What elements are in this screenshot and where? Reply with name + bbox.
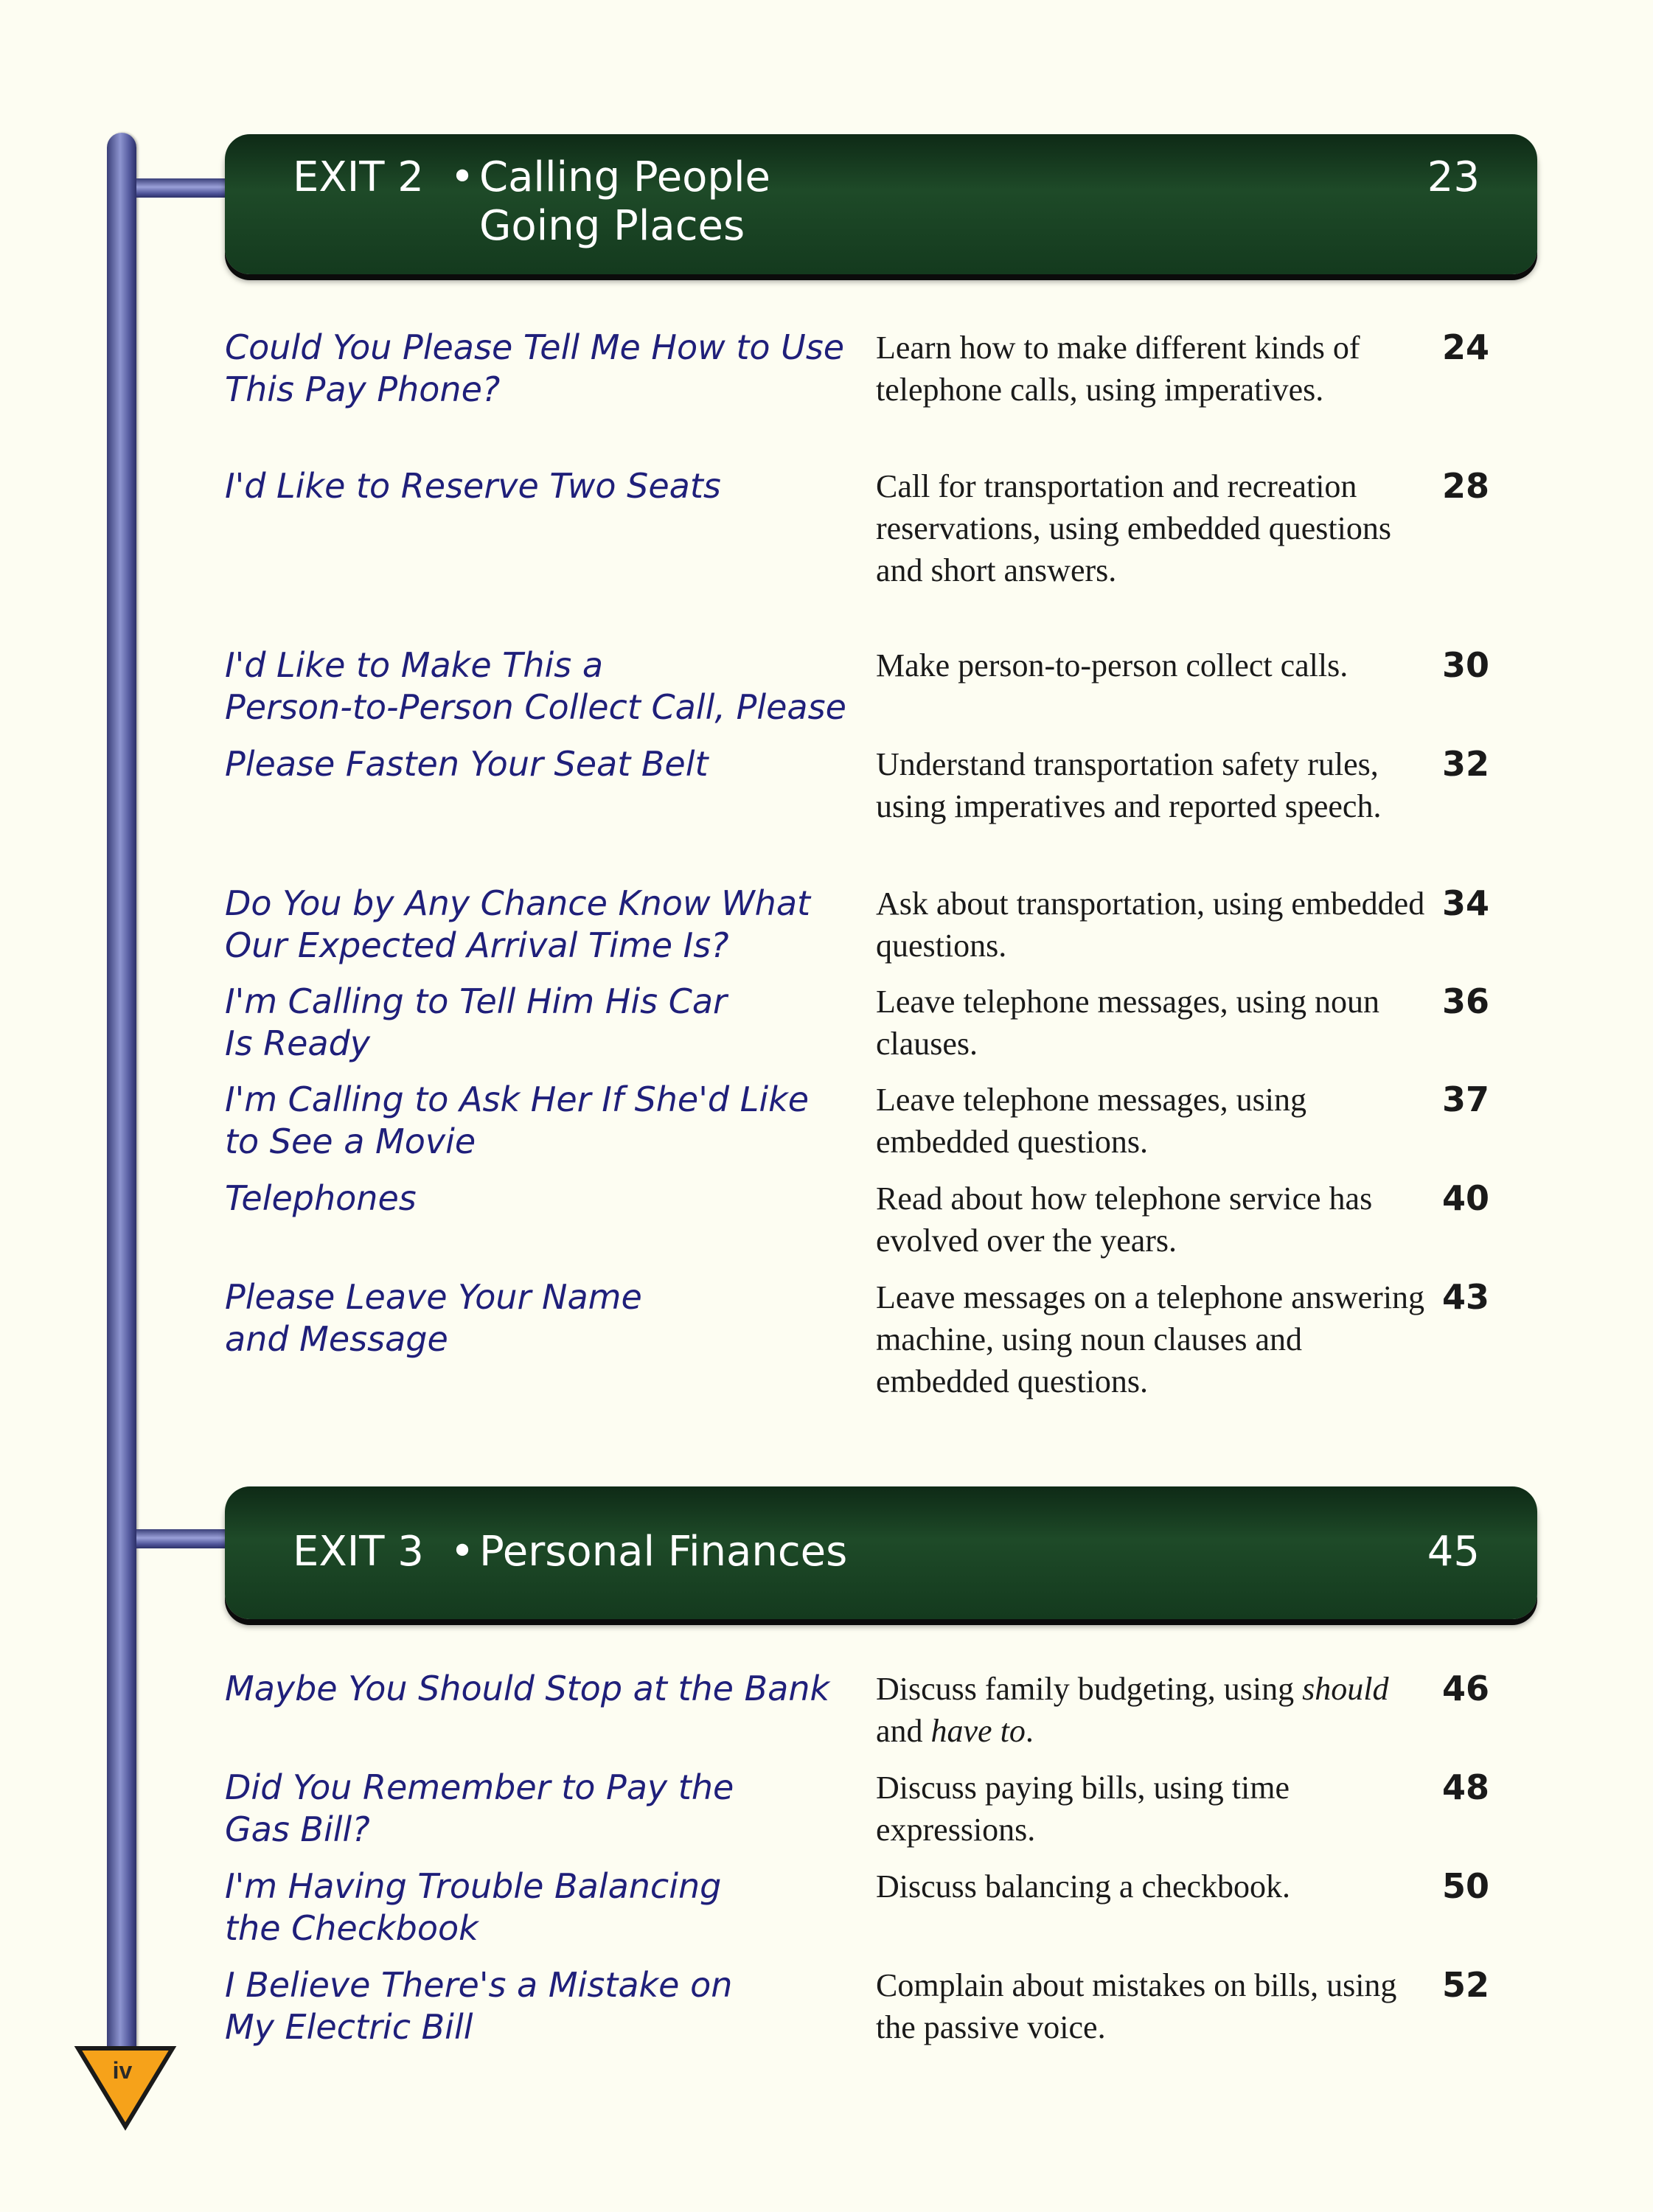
entry-title[interactable]: Maybe You Should Stop at the Bank <box>225 1669 830 1708</box>
signpost-arm-exit-3 <box>136 1529 232 1548</box>
entry-description: Leave telephone messages, using embedded questions. <box>876 1082 1307 1160</box>
entry-title[interactable]: I'm Calling to Ask Her If She'd Like to See a Movie <box>225 1079 810 1161</box>
entry-title[interactable]: I'm Having Trouble Balancing the Checkbook <box>225 1866 722 1948</box>
exit-2-label: EXIT 2 • <box>293 153 475 201</box>
entry-title[interactable]: Telephones <box>225 1178 417 1218</box>
entry-title[interactable]: I Believe There's a Mistake on My Electric Bill <box>225 1965 733 2047</box>
entry-description: Discuss paying bills, using time expressions. <box>876 1770 1290 1848</box>
entry-description: Leave messages on a telephone answering machine, using noun clauses and embedded questions. <box>876 1279 1425 1399</box>
exit-2-page: 23 <box>1427 153 1480 201</box>
entry-description: Discuss balancing a checkbook. <box>876 1868 1291 1905</box>
entry-page: 46 <box>1441 1669 1489 1708</box>
entry-page: 43 <box>1441 1277 1489 1317</box>
entry-title[interactable]: Please Fasten Your Seat Belt <box>225 744 709 784</box>
entry-description: Read about how telephone service has evolved over the years. <box>876 1180 1373 1259</box>
signpost-pole <box>107 133 136 2065</box>
entry-description: Discuss family budgeting, using should and have to. <box>876 1671 1389 1749</box>
exit-3-label: EXIT 3 • <box>293 1528 475 1576</box>
entry-title[interactable]: I'd Like to Make This a Person-to-Person Collect Call, Please <box>225 645 846 727</box>
entry-title[interactable]: Please Leave Your Name and Message <box>225 1277 642 1359</box>
entry-description: Leave telephone messages, using noun clauses. <box>876 984 1380 1062</box>
entry-description: Understand transportation safety rules, using imperatives and reported speech. <box>876 746 1382 824</box>
entry-page: 32 <box>1441 744 1489 784</box>
entry-description: Call for transportation and recreation reservations, using embedded questions and short answers. <box>876 468 1391 588</box>
entry-page: 48 <box>1441 1767 1489 1807</box>
exit-3-title: Personal Finances <box>479 1528 848 1576</box>
entry-title[interactable]: Did You Remember to Pay the Gas Bill? <box>225 1767 734 1849</box>
entry-page: 28 <box>1441 466 1489 506</box>
entry-page: 30 <box>1441 645 1489 685</box>
entry-page: 52 <box>1441 1965 1489 2005</box>
exit-3-page: 45 <box>1427 1528 1480 1576</box>
exit-2-title: Calling People Going Places <box>479 153 770 250</box>
exit-3-header <box>225 1486 1537 1619</box>
entry-description: Make person-to-person collect calls. <box>876 647 1348 684</box>
entry-title[interactable]: I'd Like to Reserve Two Seats <box>225 466 721 506</box>
signpost-arm-exit-2 <box>136 178 232 198</box>
entry-description: Learn how to make different kinds of telephone calls, using imperatives. <box>876 330 1360 408</box>
entry-page: 50 <box>1441 1866 1489 1906</box>
entry-description: Ask about transportation, using embedded questions. <box>876 886 1425 964</box>
entry-description: Complain about mistakes on bills, using the passive voice. <box>876 1967 1397 2045</box>
entry-title[interactable]: Do You by Any Chance Know What Our Expected Arrival Time Is? <box>225 883 811 965</box>
entry-page: 40 <box>1441 1178 1489 1218</box>
entry-page: 24 <box>1441 327 1489 367</box>
entry-title[interactable]: I'm Calling to Tell Him His Car Is Ready <box>225 981 727 1063</box>
entry-page: 37 <box>1441 1079 1489 1119</box>
entry-page: 36 <box>1441 981 1489 1021</box>
exit-2-header <box>225 134 1537 274</box>
entry-title[interactable]: Could You Please Tell Me How to Use This Pay Phone? <box>225 327 845 409</box>
entry-page: 34 <box>1441 883 1489 923</box>
page-number: iv <box>112 2057 133 2084</box>
